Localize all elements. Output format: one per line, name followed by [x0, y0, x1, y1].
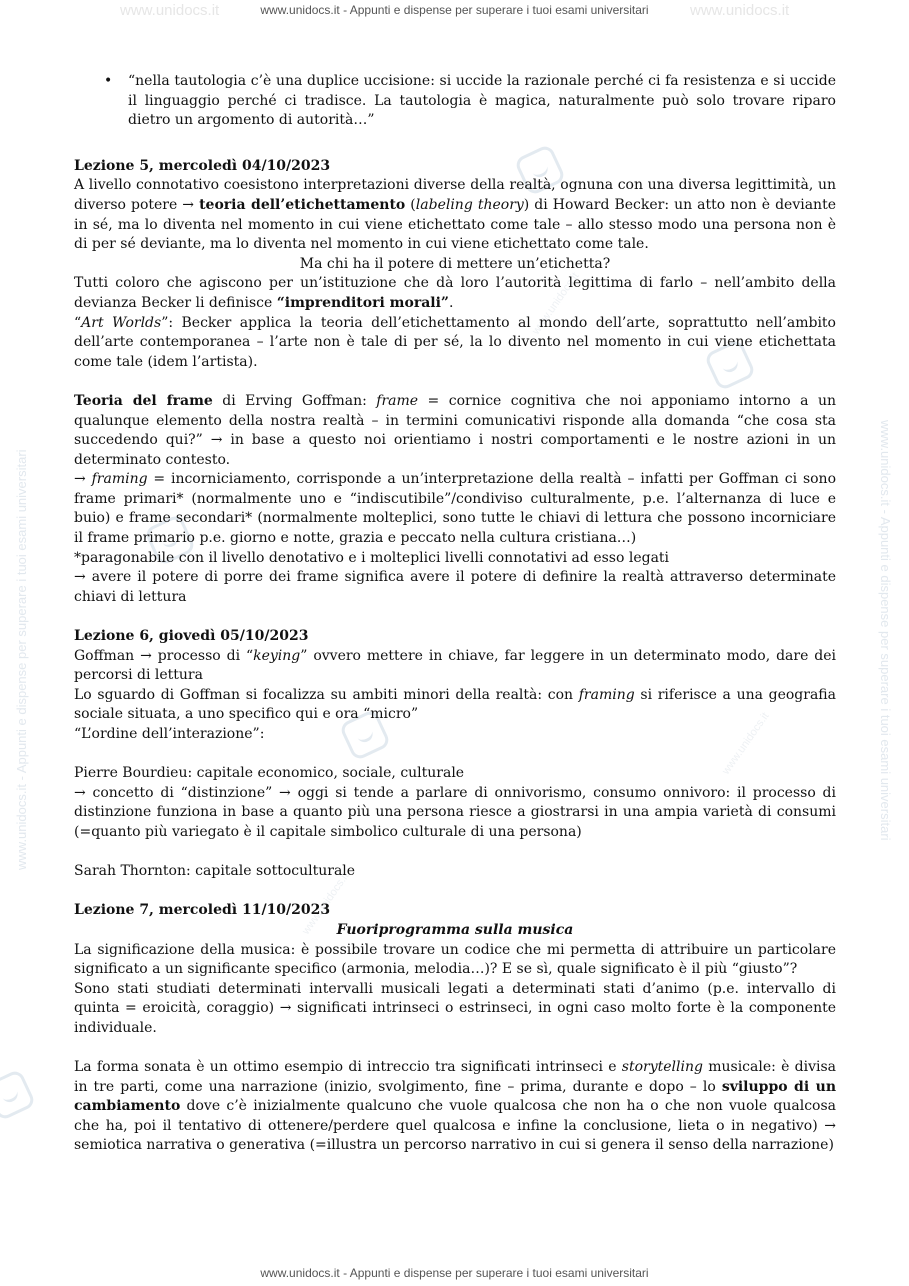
lesson-6-paragraph-4: Pierre Bourdieu: capitale economico, sociale, culturale	[74, 765, 465, 782]
lesson-7-paragraph-3: La forma sonata è un ottimo esempio di intreccio tra significati intrinseci e storytelling musicale: è divisa in tre parti, come una narrazione (inizio, svolgimento, fine – prima, durante e dopo – lo sviluppo di un cambiamento dove c’è inizialmente qualcuno che vuole qualcosa che non ha o che non vuole qualcosa che ha, poi il tentativo di ottenere/perdere quel qualcosa e infine la conclusione, lieta o in negativo) → semiotica narrativa o generativa (=illustra un percorso narrativo in cui si genera il senso della narrazione)	[74, 1059, 836, 1154]
lesson-7-paragraph-1: La significazione della musica: è possibile trovare un codice che mi permetta di attribuire un particolare significato a un significante specifico (armonia, melodia…)? E se sì, quale significato è il più “giusto”?	[74, 941, 836, 978]
lesson-5-paragraph-1: A livello connotativo coesistono interpretazioni diverse della realtà, ognuna con una diversa legittimità, un diverso potere → teoria dell’etichettamento (labeling theory) di Howard Becker: un atto non è deviante in sé, ma lo diventa nel momento in cui viene etichettato come tale – allo stesso modo una persona non è di per sé deviante, ma lo diventa nel momento in cui viene etichettato come tale.	[74, 177, 836, 253]
unidocs-logo-watermark	[0, 1068, 37, 1121]
lesson-5-paragraph-5: → framing = incorniciamento, corrisponde a un’interpretazione della realtà – infatti per Goffman ci sono frame primari* (normalmente uno e “indiscutibile”/condiviso culturalmente, p.e. l’alternanza di luce e buio) e frame secondari* (normalmente molteplici, sono tutte le chiavi di lettura che possono incorniciare il frame primario p.e. giorno e notte, grazia e peccato nella cultura cristiana…)	[74, 471, 837, 547]
lesson-5-heading: Lezione 5, mercoledì 04/10/2023	[74, 157, 331, 174]
lesson-7-heading: Lezione 7, mercoledì 11/10/2023	[74, 902, 331, 919]
lesson-5-paragraph-3: “Art Worlds”: Becker applica la teoria dell’etichettamento al mondo dell’arte, soprattutto nell’ambito dell’arte contemporanea – l’arte non è tale di per sé, la lo divento nel momento in cui viene etichettata come tale (idem l’artista).	[74, 314, 836, 370]
watermark-left-vertical: www.unidocs.it - Appunti e dispense per superare i tuoi esami universitari	[14, 449, 29, 870]
lesson-5-footnote: *paragonabile con il livello denotativo e i molteplici livelli connotativi ad esso legati	[74, 549, 670, 566]
lesson-5-paragraph-7: → avere il potere di porre dei frame significa avere il potere di definire la realtà attraverso determinate chiavi di lettura	[74, 569, 836, 605]
watermark-diagonal-3: www.unidocs.it	[300, 870, 352, 937]
watermark-diagonal-2: www.unidocs.it	[720, 710, 772, 777]
lesson-6-paragraph-6: Sarah Thornton: capitale sottoculturale	[74, 863, 356, 880]
lesson-6-paragraph-2: Lo sguardo di Goffman si focalizza su ambiti minori della realtà: con framing si riferisce a una geografia sociale situata, a uno specifico qui e ora “micro”	[74, 686, 836, 723]
watermark-diagonal-1: www.unidocs.it	[530, 270, 582, 337]
quote-bullet	[104, 72, 836, 131]
footer-banner: www.unidocs.it - Appunti e dispense per superare i tuoi esami universitari	[260, 1266, 649, 1280]
lesson-5-centered-question: Ma chi ha il potere di mettere un’etichetta?	[299, 255, 611, 272]
watermark-faint-top: www.unidocs.it	[120, 2, 220, 19]
watermark-faint-top-right: www.unidocs.it	[690, 2, 790, 19]
lesson-7-paragraph-2: Sono stati studiati determinati intervalli musicali legati a determinati stati d’animo (p.e. intervallo di quinta = eroicità, coraggio) → significati intrinseci o estrinseci, in ogni caso molto forte è la componente individuale.	[74, 980, 836, 1036]
lesson-5-paragraph-4: Teoria del frame di Erving Goffman: frame = cornice cognitiva che noi apponiamo intorno a un qualunque elemento della nostra realtà – in termini comunicativi risponde alla domanda “che cosa sta succedendo qui?” → in base a questo noi orientiamo i nostri comportamenti e le nostre azioni in un determinato contesto.	[74, 392, 837, 468]
lesson-7-subtitle: Fuoriprogramma sulla musica	[336, 921, 574, 938]
lesson-5-paragraph-2: Tutti coloro che agiscono per un’istituzione che dà loro l’autorità legittima di farlo – nell’ambito della devianza Becker li definisce “imprenditori morali”.	[74, 275, 836, 311]
document-body	[74, 72, 836, 1156]
lesson-6-paragraph-3: “L’ordine dell’interazione”:	[74, 726, 265, 742]
watermark-right-vertical: www.unidocs.it - Appunti e dispense per superare i tuoi esami universitari	[878, 420, 893, 841]
lesson-6-heading: Lezione 6, giovedì 05/10/2023	[74, 628, 309, 645]
header-banner: www.unidocs.it - Appunti e dispense per superare i tuoi esami universitari	[260, 3, 649, 17]
lesson-6-paragraph-1: Goffman → processo di “keying” ovvero mettere in chiave, far leggere in un determinato modo, dare dei percorsi di lettura	[74, 647, 836, 684]
lesson-6-paragraph-5: → concetto di “distinzione” → oggi si tende a parlare di onnivorismo, consumo onnivoro: il processo di distinzione funziona in base a quanto più una persona riesce a giostrarsi in una ampia varietà di consumi (=quanto più variegato è il capitale simbolico culturale di una persona)	[74, 784, 836, 840]
quote-text: “nella tautologia c’è una duplice uccisione: si uccide la razionale perché ci fa resistenza e si uccide il linguaggio perché ci tradisce. La tautologia è magica, naturalmente può solo trovare riparo dietro un argomento di autorità…”	[128, 73, 836, 129]
bullet-dot-icon: •	[104, 73, 113, 89]
